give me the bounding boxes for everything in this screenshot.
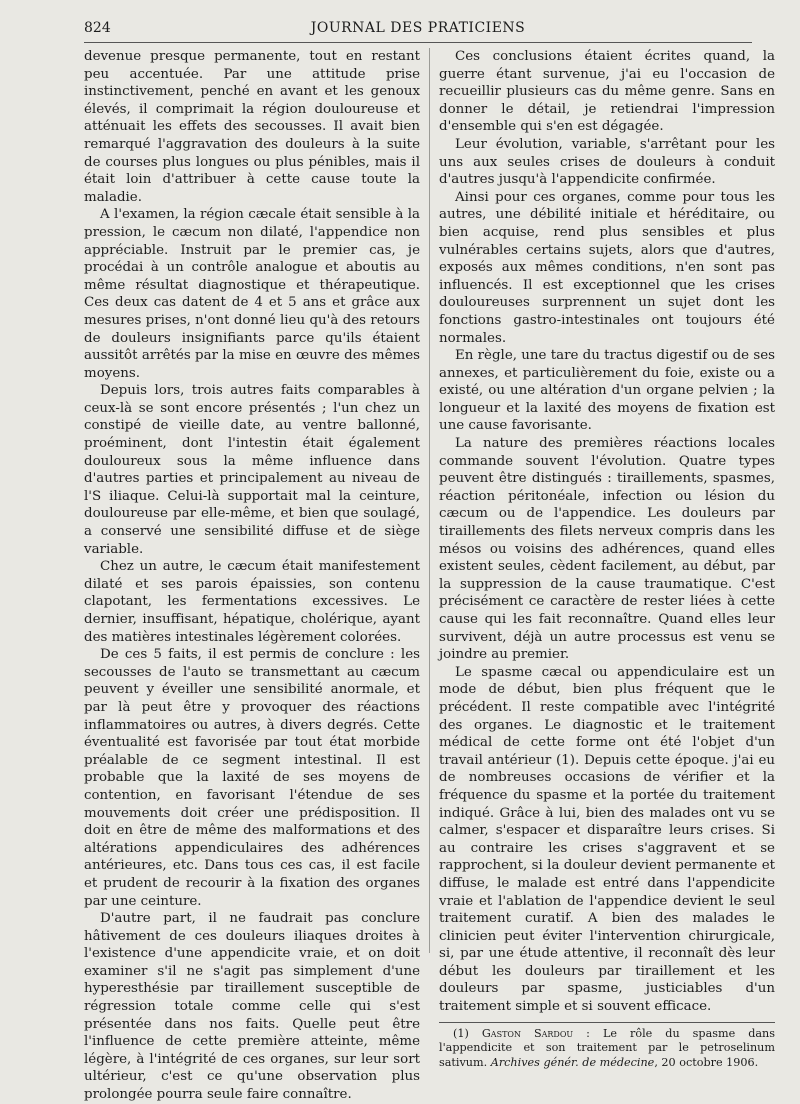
running-title: JOURNAL DES PRATICIENS (310, 20, 526, 36)
paragraph: En règle, une tare du tractus digestif ou de ses annexes, et particulièrement du foie, existe ou a existé, ou une altération d'un organe pelvien ; la longueur et la laxité des moyens de fixation est une cause favorisante. (439, 348, 775, 434)
paragraph: Leur évolution, variable, s'arrêtant pour les uns aux seules crises de douleurs à conduit d'autres jusqu'à l'appendicite confirmée. (439, 136, 775, 188)
page-header (84, 16, 752, 43)
footnote (439, 1027, 775, 1071)
paragraph: De ces 5 faits, il est permis de conclure : les secousses de l'auto se transmettant au cæcum peuvent y éveiller une sensibilité anormale, et par là peut être y provoquer des réactions inflammatoires ou autres, à divers degrés. Cette éventualité est favorisée par tout état morbide préalable de ce segment intestinal. Il est probable que la laxité de ses moyens de contention, en favorisant l'étendue de ses mouvements doit créer une prédisposition. Il doit en être de même des malformations et des altérations appendiculaires des adhérences antérieures, etc. Dans tous ces cas, il est facile et prudent de recourir à la fixation des organes par une ceinture. (84, 647, 420, 909)
footnote-text: : Le rôle du spasme dans l'appendicite et son traitement par le petroselinum sativum. (439, 1026, 775, 1069)
footnote-rule (439, 1022, 775, 1023)
paragraph: La nature des premières réactions locales commande souvent l'évolution. Quatre types peuvent être distingués : tiraillements, spasmes, réaction péritonéale, infection ou lésion du cæcum ou de l'appendice. Les douleurs par tiraillements des filets nerveux compris dans les mésos ou voisins des adhérences, quand elles existent seules, cèdent facilement, au début, par la suppression de la cause traumatique. C'est précisément ce caractère de rester liées à cette cause qui les fait reconnaître. Quand elles leur survivent, déjà un autre processus est venu se joindre au premier. (439, 436, 775, 663)
left-column (84, 48, 420, 1104)
paragraph: Ces conclusions étaient écrites quand, la guerre étant survenue, j'ai eu l'occasion de recueillir plusieurs cas du même genre. Sans en donner le détail, je retiendrai l'impression d'ensemble qui s'en est dégagée. (439, 49, 775, 135)
right-column-paragraphs (439, 48, 775, 1016)
paragraph: D'autre part, il ne faudrait pas conclure hâtivement de ces douleurs iliaques droites à l'existence d'une appendicite vraie, et on doit examiner s'il ne s'agit pas simplement d'une hyperesthésie par tiraillement susceptible de régression totale comme celle qui s'est présentée dans nos faits. Quelle peut être l'influence de cette première atteinte, même légère, à l'intégrité de ces organes, sur leur sort ultérieur, c'est ce qu'une observation plus prolongée pourra seule faire connaître. (84, 911, 420, 1103)
paragraph: Chez un autre, le cæcum était manifestement dilaté et ses parois épaissies, son contenu clapotant, les fermentations excessives. Le dernier, insuffisant, hépatique, cholérique, ayant des matières intestinales légèrement colorées. (84, 559, 420, 645)
footnote-author: Gaston Sardou (481, 1026, 574, 1040)
column-divider (429, 48, 430, 953)
footnote-marker: (1) (453, 1026, 469, 1040)
footnote-journal: Archives génér. de médecine (490, 1055, 655, 1069)
footnote-date: , 20 octobre 1906. (654, 1055, 759, 1069)
paragraph: Le spasme cæcal ou appendiculaire est un mode de début, bien plus fréquent que le précédent. Il reste compatible avec l'intégrité des organes. Le diagnostic et le traitement médical de cette forme ont été l'objet d'un travail antérieur (1). Depuis cette époque. j'ai eu de nombreuses occasions de vérifier et la fréquence du spasme et la portée du traitement indiqué. Grâce à lui, bien des malades ont vu se calmer, s'espacer et disparaître leurs crises. Si au contraire les crises s'aggravent et se rapprochent, si la douleur devient permanente et diffuse, le malade est entré dans l'appendicite vraie et l'ablation de l'appendice devient le seul traitement curatif. A bien des malades le clinicien peut éviter l'intervention chirurgicale, si, par une étude attentive, il reconnaît dès leur début les douleurs par tiraillement et les douleurs par spasme, justiciables d'un traitement simple et si souvent efficace. (439, 664, 775, 1015)
right-column (439, 48, 775, 1070)
paragraph: Depuis lors, trois autres faits comparables à ceux-là se sont encore présentés ; l'un chez un constipé de vieille date, au ventre ballonné, proéminent, dont l'intestin était également douloureux sous la même influence dans d'autres parties et principalement au niveau de l'S iliaque. Celui-là supportait mal la ceinture, douloureuse par elle-même, et bien que soulagé, a conservé une sensibilité diffuse et de siège variable. (84, 383, 420, 557)
paragraph: Ainsi pour ces organes, comme pour tous les autres, une débilité initiale et héréditaire, ou bien acquise, rend plus sensibles et plus vulnérables certains sujets, alors que d'autres, exposés aux mêmes conditions, n'en sont pas influencés. Il est exceptionnel que les crises douloureuses surprennent un sujet dont les fonctions gastro-intestinales ont toujours été normales. (439, 189, 775, 346)
paragraph: A l'examen, la région cæcale était sensible à la pression, le cæcum non dilaté, l'appendice non appréciable. Instruit par le premier cas, je procédai à un contrôle analogue et aboutis au même résultat diagnostique et thérapeutique. Ces deux cas datent de 4 et 5 ans et grâce aux mesures prises, n'ont donné lieu qu'à des retours de douleurs insignifiants parce qu'ils étaient aussitôt arrêtés par la mise en œuvre des mêmes moyens. (84, 207, 420, 381)
page-number: 824 (84, 20, 111, 36)
paragraph: devenue presque permanente, tout en restant peu accentuée. Par une attitude prise instinctivement, penché en avant et les genoux élevés, il comprimait la région douloureuse et atténuait les effets des secousses. Il avait bien remarqué l'aggravation des douleurs à la suite de courses plus longues ou plus pénibles, mais il était loin d'attribuer à cette cause toute la maladie. (84, 49, 420, 205)
